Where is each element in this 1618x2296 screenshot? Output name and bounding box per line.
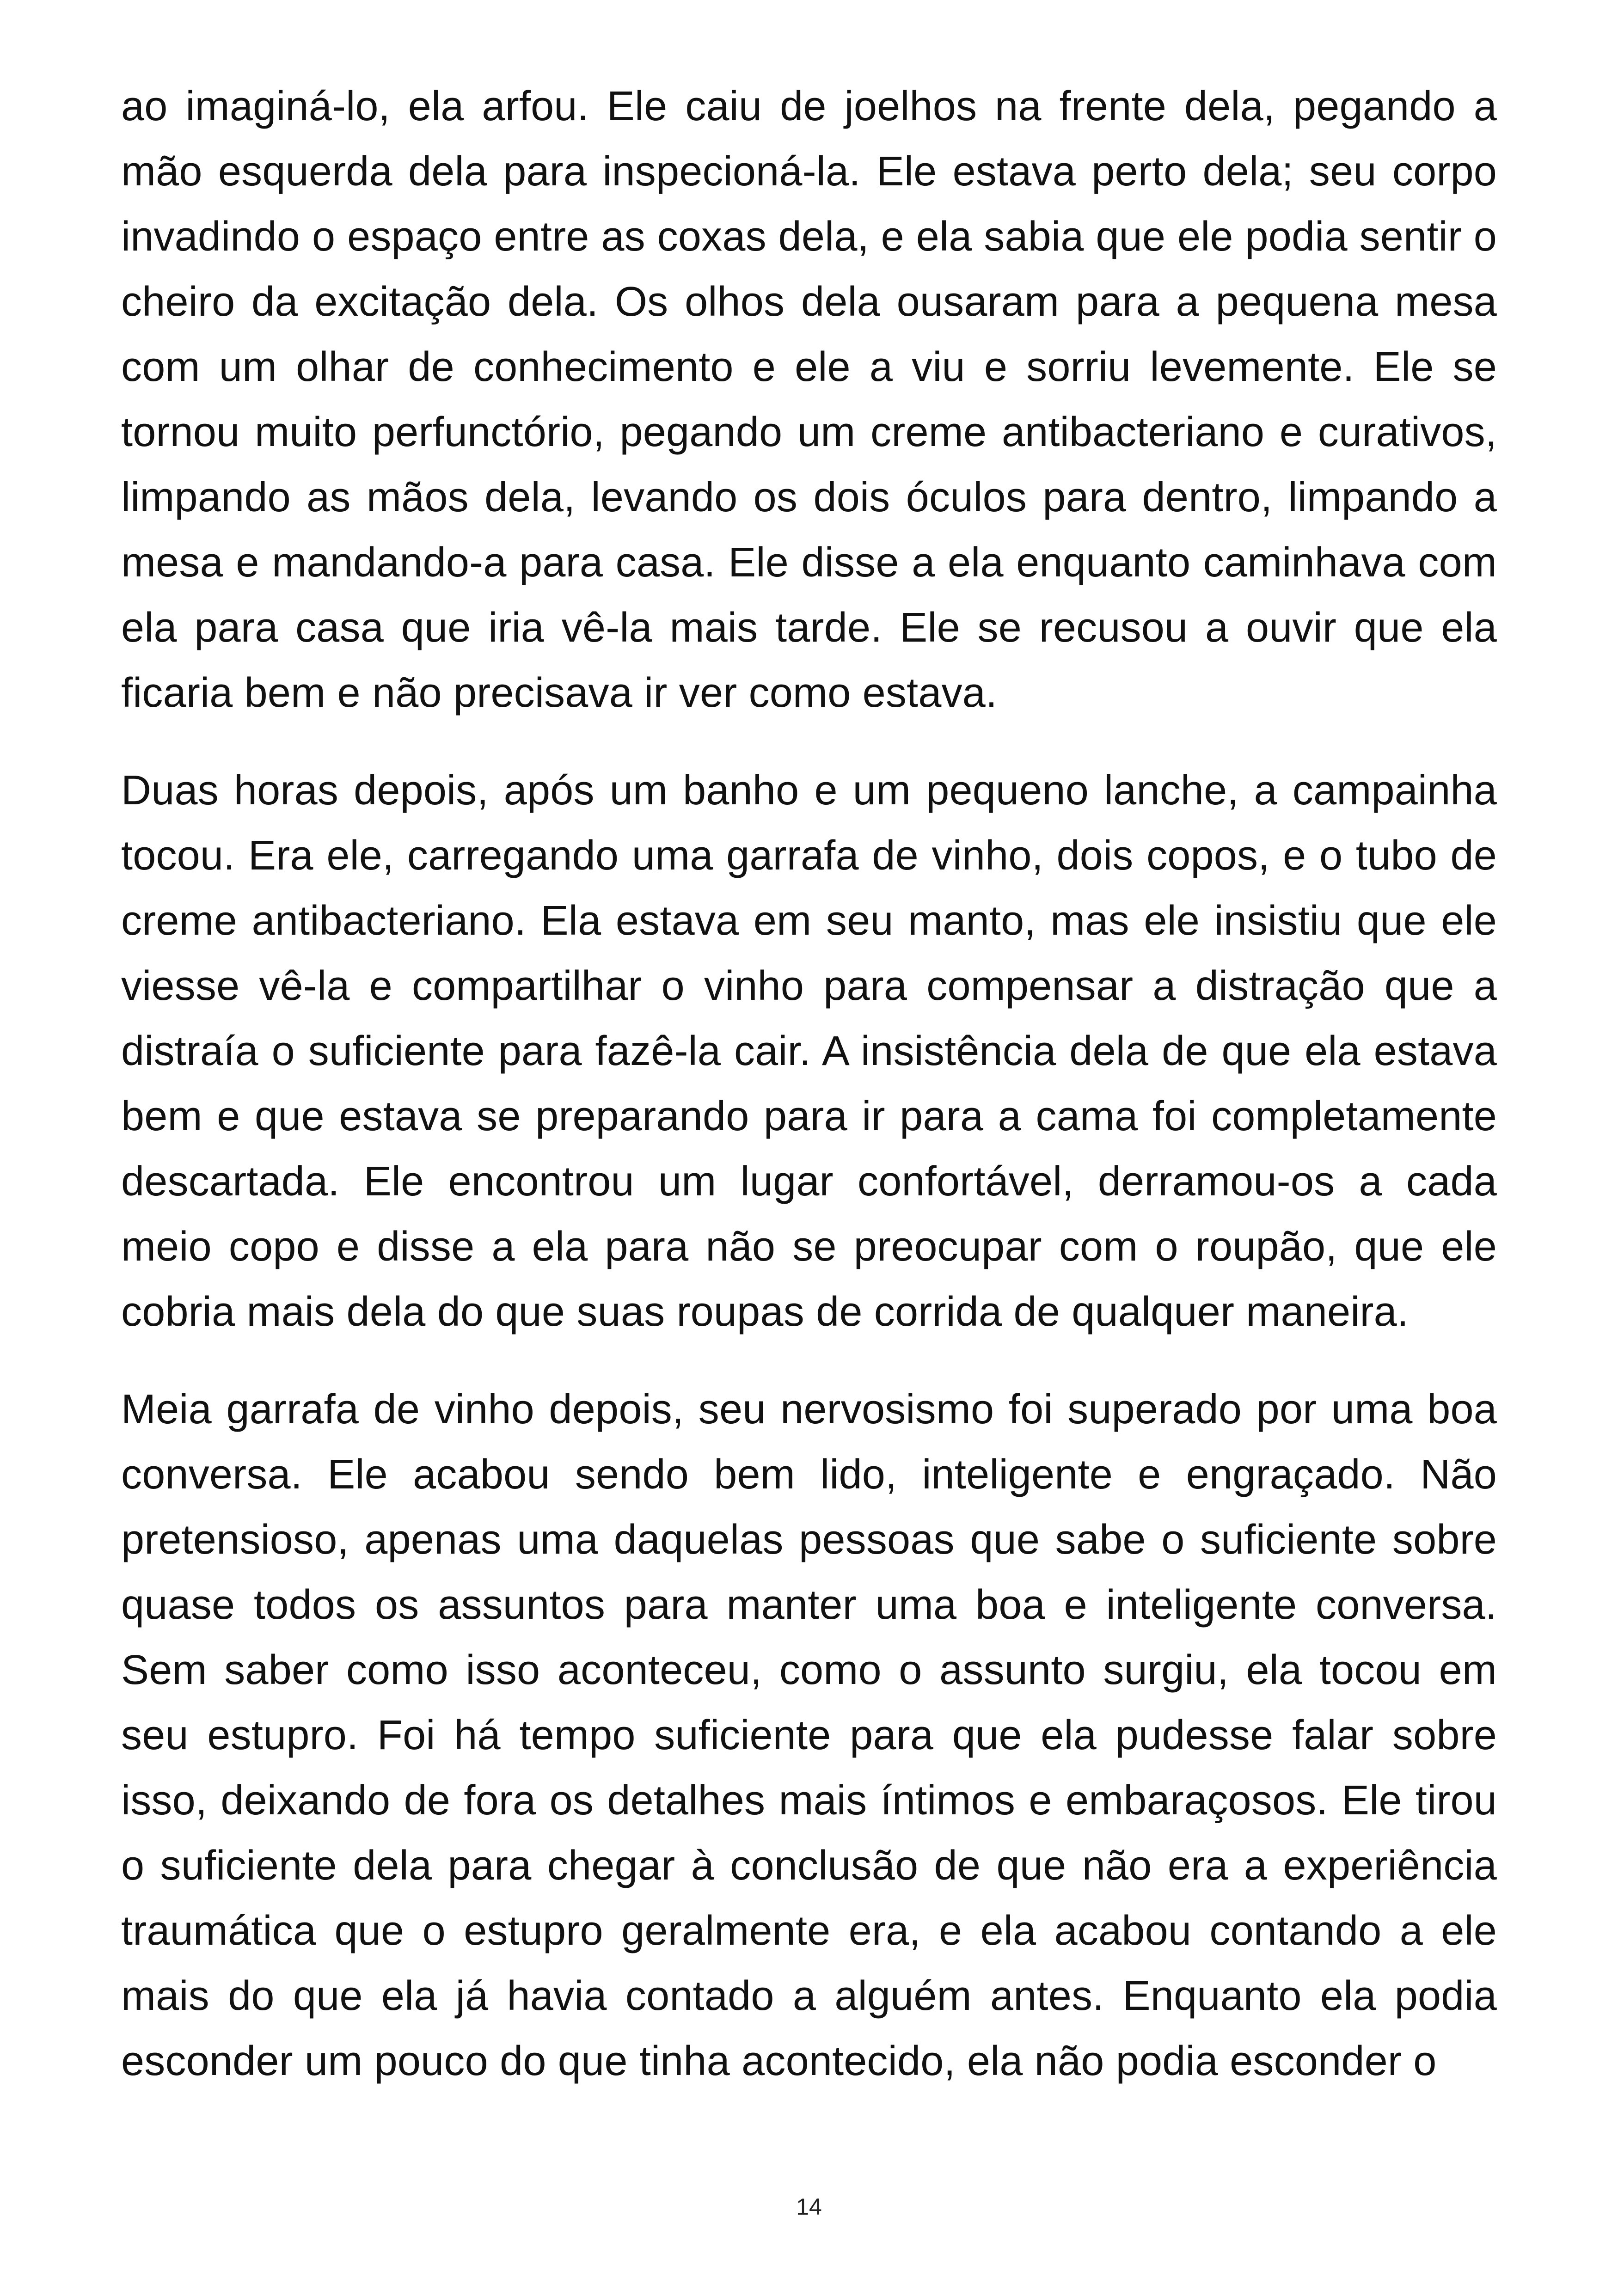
paragraph-1: ao imaginá-lo, ela arfou. Ele caiu de joelhos na frente dela, pegando a mão esquerda dela para inspecioná-la. Ele estava perto dela; seu corpo invadindo o espaço entre as coxas dela, e ela sabia que ele podia sentir o cheiro da excitação dela. Os olhos dela ousaram para a pequena mesa com um olhar de conhecimento e ele a viu e sorriu levemente. Ele se tornou muito perfunctório, pegando um creme antibacteriano e curativos, limpando as mãos dela, levando os dois óculos para dentro, limpando a mesa e mandando-a para casa. Ele disse a ela enquanto caminhava com ela para casa que iria vê-la mais tarde. Ele se recusou a ouvir que ela ficaria bem e não precisava ir ver como estava. (121, 83, 1497, 716)
page-number: 14 (796, 2194, 822, 2220)
page-body (121, 74, 1497, 2126)
paragraph-3: Meia garrafa de vinho depois, seu nervosismo foi superado por uma boa conversa. Ele acabou sendo bem lido, inteligente e engraçado. Não pretensioso, apenas uma daquelas pessoas que sabe o suficiente sobre quase todos os assuntos para manter uma boa e inteligente conversa. Sem saber como isso aconteceu, como o assunto surgiu, ela tocou em seu estupro. Foi há tempo suficiente para que ela pudesse falar sobre isso, deixando de fora os detalhes mais íntimos e embaraçosos. Ele tirou o suficiente dela para chegar à conclusão de que não era a experiência traumática que o estupro geralmente era, e ela acabou contando a ele mais do que ela já havia contado a alguém antes. Enquanto ela podia esconder um pouco do que tinha acontecido, ela não podia esconder o (121, 1386, 1497, 2084)
paragraph-2: Duas horas depois, após um banho e um pequeno lanche, a campainha tocou. Era ele, carregando uma garrafa de vinho, dois copos, e o tubo de creme antibacteriano. Ela estava em seu manto, mas ele insistiu que ele viesse vê-la e compartilhar o vinho para compensar a distração que a distraía o suficiente para fazê-la cair. A insistência dela de que ela estava bem e que estava se preparando para ir para a cama foi completamente descartada. Ele encontrou um lugar confortável, derramou-os a cada meio copo e disse a ela para não se preocupar com o roupão, que ele cobria mais dela do que suas roupas de corrida de qualquer maneira. (121, 767, 1497, 1335)
